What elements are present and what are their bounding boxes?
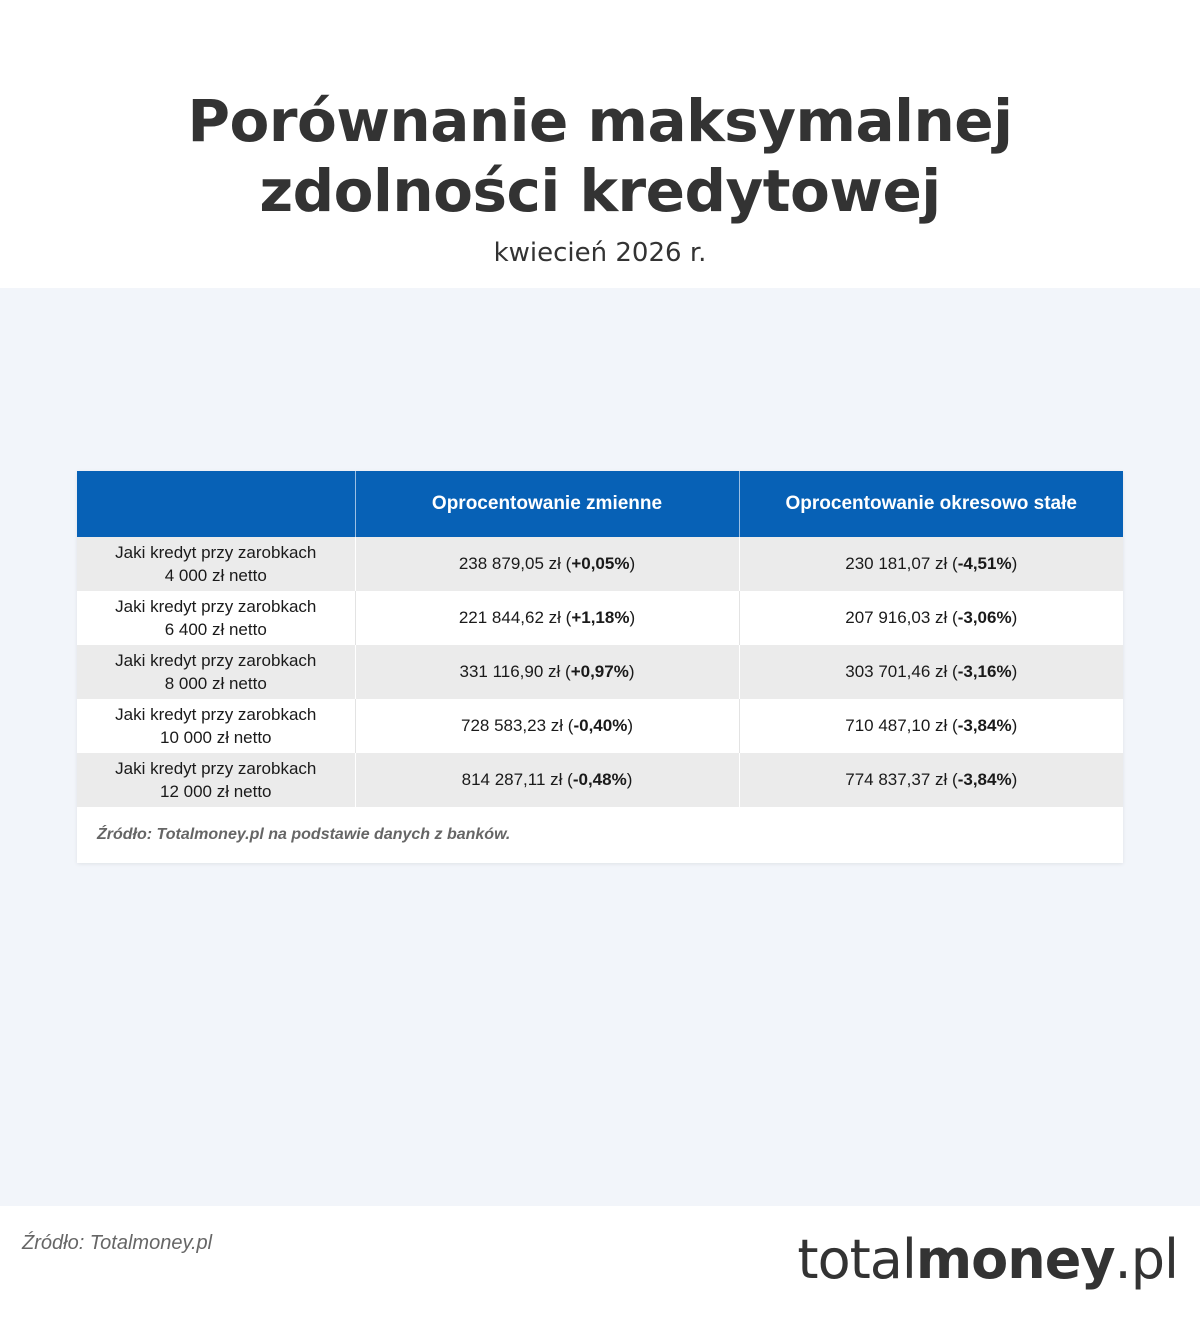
- variable-change: +1,18%: [571, 608, 630, 627]
- table-row: [77, 591, 1123, 645]
- variable-rate-cell: 221 844,62 zł (+1,18%): [355, 591, 739, 645]
- variable-change: -0,40%: [573, 716, 628, 735]
- row-label: [77, 645, 355, 699]
- logo-bold-text: money: [915, 1228, 1115, 1291]
- title-line-2: zdolności kredytowej: [259, 157, 941, 225]
- row-label-line-2: 6 400 zł netto: [164, 620, 267, 639]
- row-label: [77, 591, 355, 645]
- fixed-change: -3,06%: [957, 608, 1012, 627]
- variable-amount: 238 879,05 zł: [458, 554, 561, 573]
- table-row: [77, 537, 1123, 591]
- fixed-rate-cell: 303 701,46 zł (-3,16%): [739, 645, 1123, 699]
- row-label-line-1: Jaki kredyt przy zarobkach: [115, 705, 317, 724]
- column-header-fixed-rate: Oprocentowanie okresowo stałe: [739, 471, 1123, 537]
- variable-rate-cell: 238 879,05 zł (+0,05%): [355, 537, 739, 591]
- fixed-amount: 774 837,37 zł: [845, 770, 948, 789]
- variable-amount: 221 844,62 zł: [458, 608, 561, 627]
- fixed-change: -3,16%: [957, 662, 1012, 681]
- fixed-amount: 207 916,03 zł: [845, 608, 948, 627]
- fixed-rate-cell: 774 837,37 zł (-3,84%): [739, 753, 1123, 807]
- fixed-amount: 710 487,10 zł: [845, 716, 948, 735]
- page-title: [0, 0, 1200, 226]
- variable-rate-cell: 331 116,90 zł (+0,97%): [355, 645, 739, 699]
- variable-amount: 814 287,11 zł: [461, 770, 563, 789]
- row-label: [77, 537, 355, 591]
- fixed-rate-cell: 207 916,03 zł (-3,06%): [739, 591, 1123, 645]
- table-source-note: Źródło: Totalmoney.pl na podstawie danych z banków.: [97, 826, 511, 843]
- table-row: [77, 645, 1123, 699]
- fixed-change: -4,51%: [957, 554, 1012, 573]
- content-panel: [0, 288, 1200, 1206]
- row-label-line-2: 10 000 zł netto: [159, 728, 272, 747]
- variable-change: +0,05%: [571, 554, 630, 573]
- fixed-amount: 303 701,46 zł: [845, 662, 948, 681]
- variable-amount: 728 583,23 zł: [460, 716, 564, 735]
- row-label: [77, 753, 355, 807]
- table-row: [77, 699, 1123, 753]
- row-label-line-1: Jaki kredyt przy zarobkach: [115, 759, 317, 778]
- row-label-line-1: Jaki kredyt przy zarobkach: [115, 543, 317, 562]
- row-label-line-2: 12 000 zł netto: [159, 782, 272, 801]
- logo-light-text: total: [797, 1228, 916, 1291]
- row-label-line-1: Jaki kredyt przy zarobkach: [115, 651, 317, 670]
- row-label-line-1: Jaki kredyt przy zarobkach: [115, 597, 317, 616]
- row-label-line-2: 4 000 zł netto: [164, 566, 267, 585]
- table-card: [77, 471, 1123, 863]
- page-subtitle: kwiecień 2026 r.: [493, 238, 707, 268]
- variable-change: -0,48%: [572, 770, 627, 789]
- fixed-amount: 230 181,07 zł: [845, 554, 948, 573]
- row-label-line-2: 8 000 zł netto: [164, 674, 267, 693]
- page-header: [0, 0, 1200, 288]
- totalmoney-logo: [797, 1228, 1178, 1291]
- variable-change: +0,97%: [570, 662, 629, 681]
- variable-amount: 331 116,90 zł: [459, 662, 561, 681]
- logo-suffix-text: .pl: [1114, 1228, 1178, 1291]
- variable-rate-cell: 814 287,11 zł (-0,48%): [355, 753, 739, 807]
- footer-source: Źródło: Totalmoney.pl: [22, 1232, 213, 1254]
- fixed-change: -3,84%: [957, 770, 1012, 789]
- fixed-change: -3,84%: [957, 716, 1012, 735]
- column-header-label: [77, 471, 355, 537]
- column-header-variable-rate: Oprocentowanie zmienne: [355, 471, 739, 537]
- comparison-table: [77, 471, 1123, 807]
- table-row: [77, 753, 1123, 807]
- fixed-rate-cell: 230 181,07 zł (-4,51%): [739, 537, 1123, 591]
- table-header-row: [77, 471, 1123, 537]
- title-line-1: Porównanie maksymalnej: [187, 87, 1013, 155]
- row-label: [77, 699, 355, 753]
- variable-rate-cell: 728 583,23 zł (-0,40%): [355, 699, 739, 753]
- fixed-rate-cell: 710 487,10 zł (-3,84%): [739, 699, 1123, 753]
